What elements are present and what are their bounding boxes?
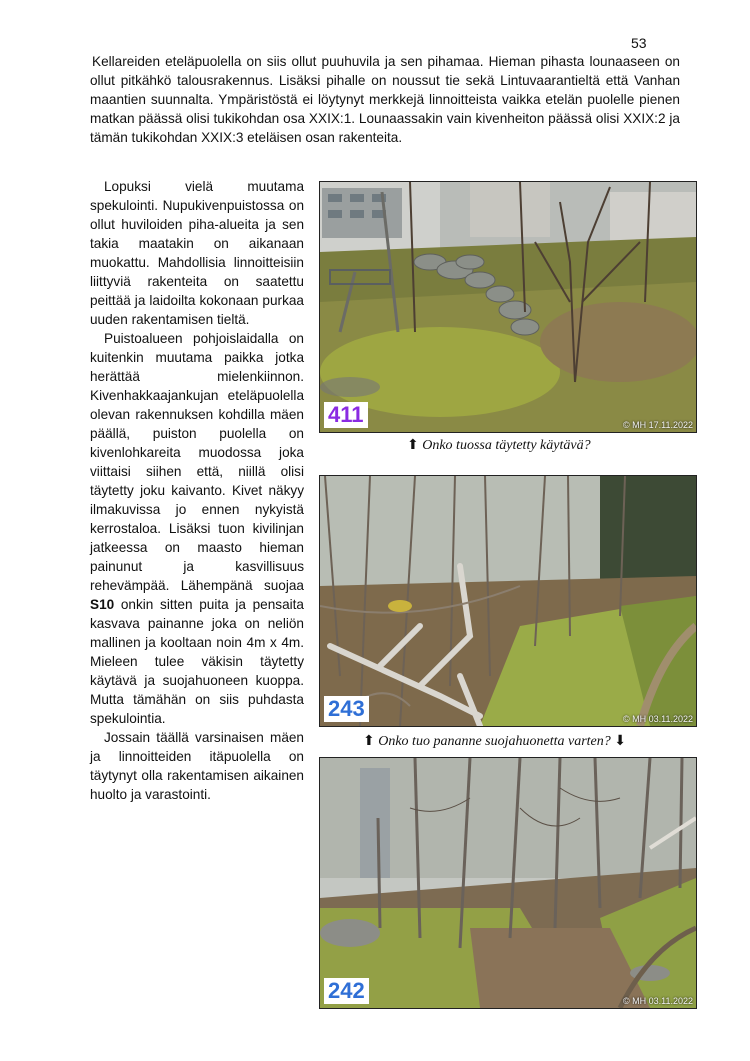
intro-paragraph: Kellareiden eteläpuolella on siis ollut puuhuvila ja sen pihamaa. Hieman pihasta lounaaseen on ollut pitkähkö talousrakennus. Lisäksi pihalle on noussut tie sekä Lintuvaarantieltä että Vanhan maantien suunnalta. Ympäristöstä ei löytynyt merkkejä linnoitteista vaikka etelän puolelle pienen matkan päässä olisi tukikohdan osa XXIX:1. Lounaassakin vain kivenheiton päässä olisi XXIX:2 ja tämän tukikohdan XXIX:3 eteläisen osan rakenteita. (90, 54, 680, 145)
photo-242 (319, 757, 697, 1009)
arrow-down-icon: ⬇ (614, 733, 626, 749)
shelter-code: S10 (90, 597, 115, 612)
caption-243 (363, 733, 626, 750)
column-paragraph-2 (90, 329, 304, 728)
page-number: 53 (631, 35, 647, 51)
column-paragraph-1: Lopuksi vielä muutama spekulointi. Nupukivenpuistossa on ollut huviloiden piha-alueita ja sen takia maatakin on aikanaan muokattu. Mahdollisia linnoitteisiin liittyviä rakenteita on saatettu peittää ja laidoilta kokonaan purkaa uuden rakentamisen tieltä. (90, 179, 304, 327)
photo-credit: © MH 03.11.2022 (622, 996, 693, 1006)
column-paragraph-3: Jossain täällä varsinaisen mäen ja linnoitteiden itäpuolella on täytynyt olla rakentamisen aikainen huolto ja varastointi. (90, 730, 304, 802)
photo-number-badge: 411 (324, 402, 368, 428)
photo-411-image (320, 182, 696, 432)
photo-number-badge: 242 (324, 978, 369, 1004)
photo-243 (319, 475, 697, 727)
photo-411 (319, 181, 697, 433)
caption-411 (407, 437, 591, 454)
caption-text: Onko tuo pananne suojahuonetta varten? (378, 734, 611, 749)
photo-243-image (320, 476, 696, 726)
text-column (90, 177, 304, 804)
photo-credit: © MH 03.11.2022 (622, 714, 693, 724)
photo-number-badge: 243 (324, 696, 369, 722)
paragraph-2-text-after: onkin sitten puita ja pensaita kasvava painanne joka on neliön mallinen ja kooltaan noin 4m x 4m. Mieleen tulee väkisin täytetty käytävä ja suojahuoneen kuoppa. Mutta tämähän on siis puhdasta spekulointia. (90, 597, 304, 726)
arrow-up-icon: ⬆ (363, 733, 375, 749)
arrow-up-icon: ⬆ (407, 437, 419, 453)
paragraph-2-text-before: Puistoalueen pohjoislaidalla on kuitenkin muutama paikka jotka herättää mielenkiinnon. Kivenhakkaajankujan eteläpuolella olevan rakennuksen kohdilla mäen päällä, puiston puolella on kivenlohkareita muodossa joka viittaisi siihen että, niillä olisi täytetty joku kaivanto. Kivet näkyy ilmakuvissa jo ennen nykyistä kerrostaloa. Lisäksi tuon kivilinjan jatkeessa on maasto hieman painunut ja kasvillisuus rehevämpää. Lähempänä suojaa (90, 331, 304, 593)
photo-credit: © MH 17.11.2022 (622, 420, 693, 430)
caption-text: Onko tuossa täytetty käytävä? (422, 438, 591, 453)
photo-242-image (320, 758, 696, 1008)
